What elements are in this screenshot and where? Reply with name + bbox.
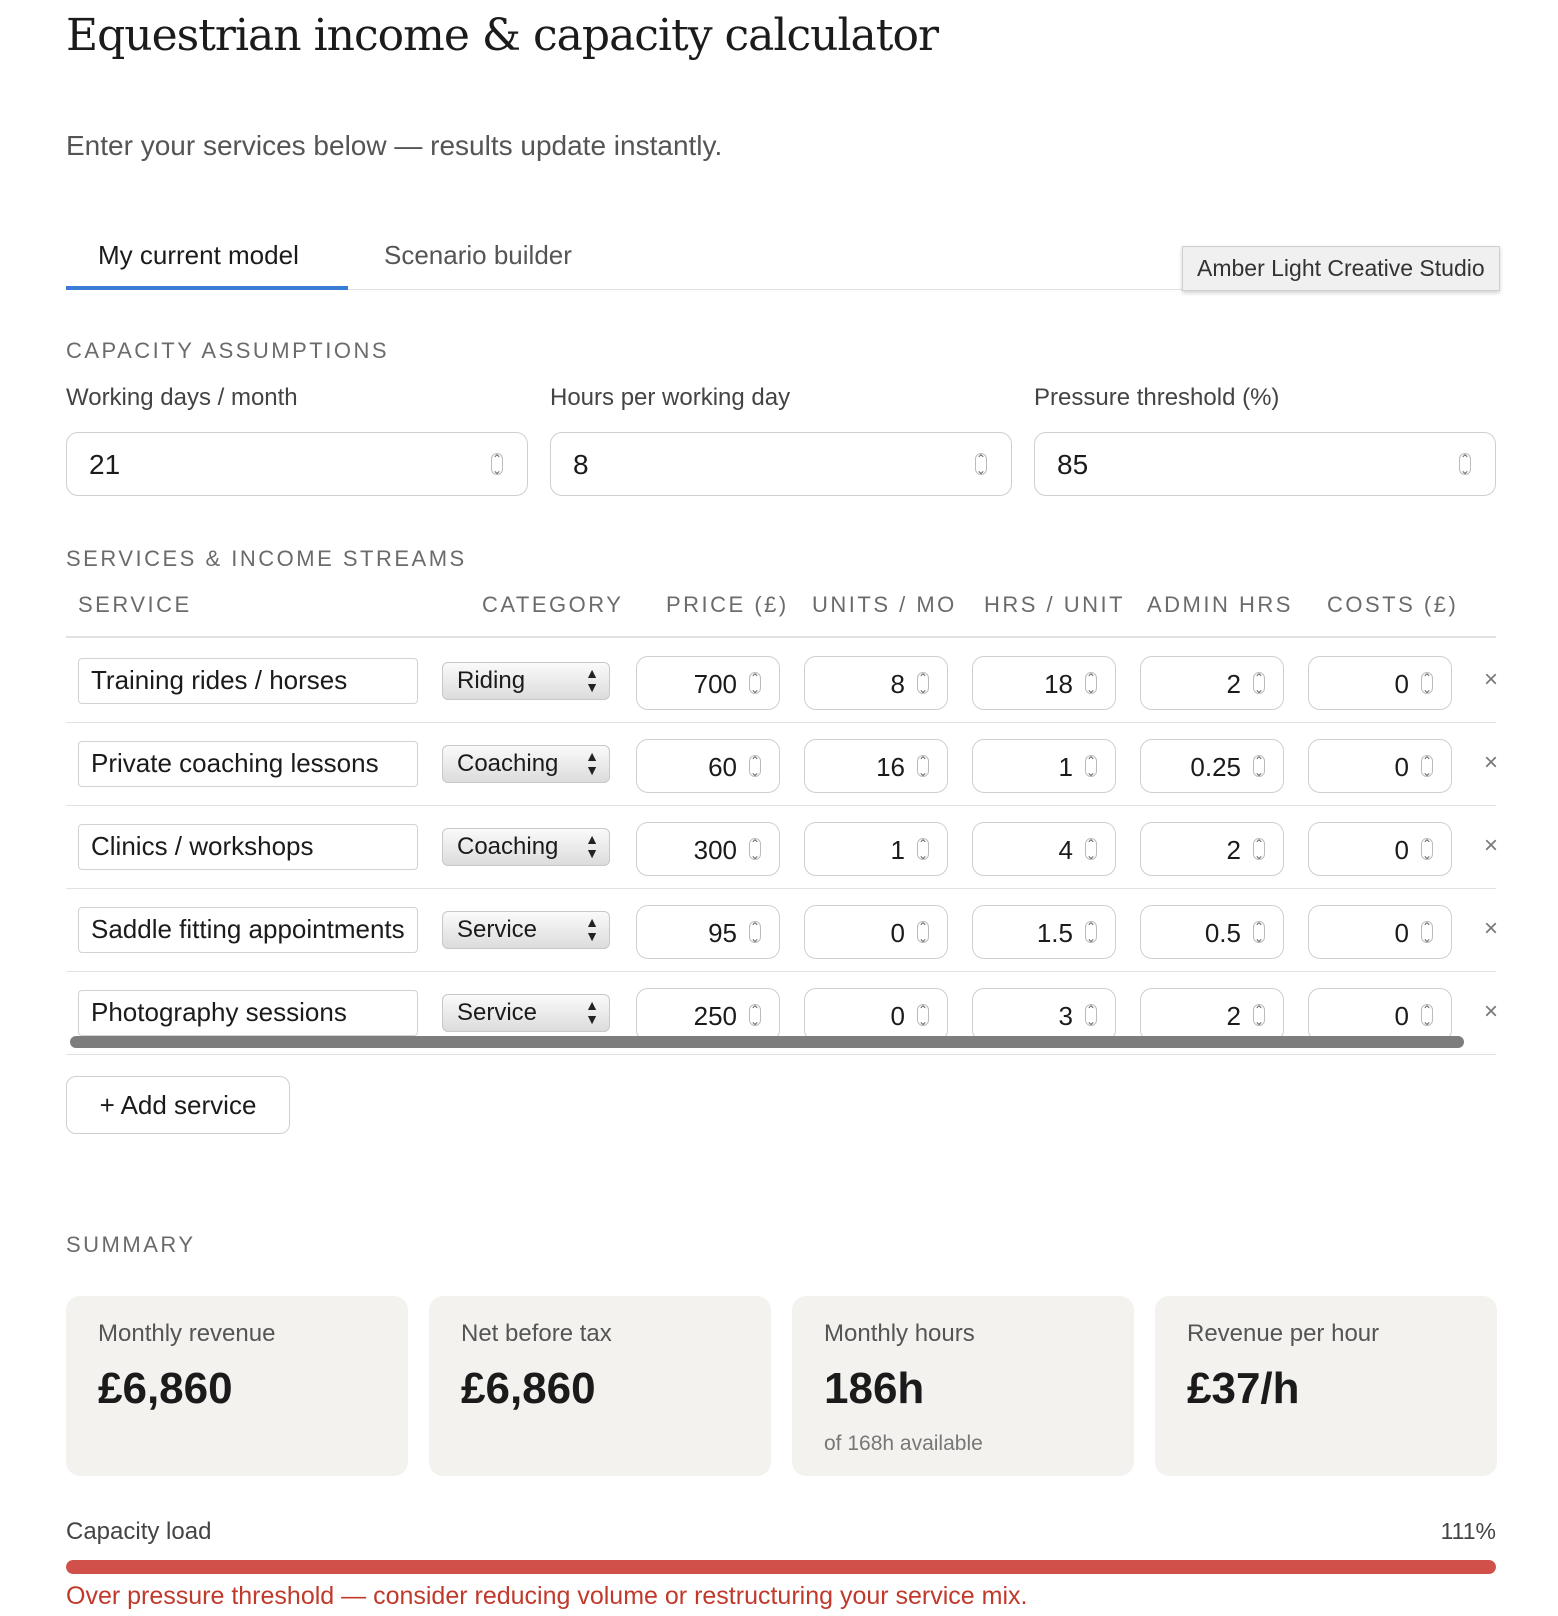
service-name-input[interactable]: Photography sessions (78, 990, 418, 1036)
select-arrows-icon: ▲ ▼ (585, 748, 599, 778)
stepper-icon[interactable]: ⌃ ⌄ (1254, 837, 1265, 862)
card-subtext: of 168h available (824, 1432, 983, 1455)
category-select[interactable] (442, 745, 610, 783)
stepper-icon[interactable]: ⌃ ⌄ (750, 1003, 761, 1028)
select-arrows-icon: ▲ ▼ (585, 831, 599, 861)
cell-value: 0 (1394, 918, 1409, 948)
hrs-unit-input[interactable] (972, 988, 1116, 1042)
cell-value: 300 (693, 835, 737, 865)
price-input[interactable] (636, 739, 780, 793)
remove-row-close-icon[interactable]: × (1484, 915, 1499, 942)
service-name-input[interactable]: Saddle fitting appointments (78, 907, 418, 953)
col-header-service: SERVICE (78, 592, 192, 617)
stepper-icon[interactable]: ⌃ ⌄ (1422, 671, 1433, 696)
summary-heading: SUMMARY (66, 1232, 196, 1257)
admin-hrs-input[interactable] (1140, 905, 1284, 959)
cell-value: 0.25 (1190, 752, 1241, 782)
costs-input[interactable] (1308, 905, 1452, 959)
stepper-icon[interactable]: ⌃ ⌄ (1254, 1003, 1265, 1028)
cell-value: 0 (1394, 669, 1409, 699)
capacity-assumptions-heading: CAPACITY ASSUMPTIONS (66, 338, 390, 363)
add-service-button[interactable]: + Add service (66, 1076, 290, 1134)
capacity-load-percent: 111% (1440, 1518, 1496, 1544)
stepper-icon[interactable]: ⌃ ⌄ (1086, 754, 1097, 779)
price-input[interactable] (636, 988, 780, 1042)
stepper-icon[interactable]: ⌃ ⌄ (1254, 920, 1265, 945)
cell-value: 1 (1058, 752, 1073, 782)
admin-hrs-input[interactable] (1140, 822, 1284, 876)
card-label: Net before tax (461, 1320, 612, 1347)
page-title: Equestrian income & capacity calculator (66, 10, 938, 61)
active-tab-indicator (66, 286, 348, 290)
cell-value: 250 (693, 1001, 737, 1031)
table-row (66, 806, 1499, 889)
table-row (66, 640, 1499, 723)
cell-value: 60 (708, 752, 737, 782)
col-header-price: PRICE (£) (666, 592, 789, 617)
services-heading: SERVICES & INCOME STREAMS (66, 546, 467, 571)
category-value: Service (457, 916, 538, 943)
card-value: 186h (824, 1364, 925, 1413)
card-label: Monthly hours (824, 1320, 975, 1347)
stepper-icon[interactable]: ⌃ ⌄ (1460, 452, 1471, 477)
select-arrows-icon: ▲ ▼ (585, 665, 599, 695)
horizontal-scrollbar[interactable] (70, 1036, 1464, 1048)
cell-value: 1.5 (1036, 918, 1073, 948)
hours-per-day-value: 8 (573, 449, 589, 480)
stepper-icon[interactable]: ⌃ ⌄ (1254, 671, 1265, 696)
service-name-input[interactable]: Private coaching lessons (78, 741, 418, 787)
costs-input[interactable] (1308, 822, 1452, 876)
service-name-input[interactable]: Training rides / horses (78, 658, 418, 704)
hours-per-day-input[interactable] (550, 432, 1012, 496)
stepper-icon[interactable]: ⌃ ⌄ (1086, 671, 1097, 696)
remove-row-close-icon[interactable]: × (1484, 998, 1499, 1025)
price-input[interactable] (636, 905, 780, 959)
costs-input[interactable] (1308, 739, 1452, 793)
cell-value: 0 (1394, 1001, 1409, 1031)
cell-value: 0 (1394, 835, 1409, 865)
summary-card-hours (792, 1296, 1134, 1476)
category-value: Coaching (457, 750, 559, 777)
stepper-icon[interactable]: ⌃ ⌄ (918, 1003, 929, 1028)
units-input[interactable] (804, 739, 948, 793)
stepper-icon[interactable]: ⌃ ⌄ (492, 452, 503, 477)
card-label: Revenue per hour (1187, 1320, 1380, 1347)
table-row (66, 889, 1499, 972)
cell-value: 95 (708, 918, 737, 948)
stepper-icon[interactable]: ⌃ ⌄ (1086, 1003, 1097, 1028)
units-input[interactable] (804, 822, 948, 876)
card-value: £6,860 (98, 1364, 233, 1413)
hrs-unit-input[interactable] (972, 905, 1116, 959)
cell-value: 18 (1044, 669, 1073, 699)
page-subtitle: Enter your services below — results update instantly. (66, 130, 723, 161)
category-select[interactable] (442, 911, 610, 949)
col-header-units: UNITS / MO (812, 592, 957, 617)
category-value: Riding (457, 667, 526, 694)
stepper-icon[interactable]: ⌃ ⌄ (1086, 920, 1097, 945)
remove-row-close-icon[interactable]: × (1484, 749, 1499, 776)
remove-row-close-icon[interactable]: × (1484, 832, 1499, 859)
stepper-icon[interactable]: ⌃ ⌄ (918, 671, 929, 696)
stepper-icon[interactable]: ⌃ ⌄ (1422, 754, 1433, 779)
stepper-icon[interactable]: ⌃ ⌄ (750, 754, 761, 779)
stepper-icon[interactable]: ⌃ ⌄ (1086, 837, 1097, 862)
hrs-unit-input[interactable] (972, 822, 1116, 876)
summary-card-revenue-per-hour (1155, 1296, 1497, 1476)
cell-value: 2 (1226, 1001, 1241, 1031)
admin-hrs-input[interactable] (1140, 988, 1284, 1042)
price-input[interactable] (636, 656, 780, 710)
tab-scenario-builder[interactable]: Scenario builder (384, 240, 572, 270)
admin-hrs-input[interactable] (1140, 656, 1284, 710)
col-header-admin-hrs: ADMIN HRS (1147, 592, 1293, 617)
category-value: Coaching (457, 833, 559, 860)
remove-row-close-icon[interactable]: × (1484, 666, 1499, 693)
cell-value: 2 (1226, 669, 1241, 699)
col-header-hrs-unit: HRS / UNIT (984, 592, 1126, 617)
units-input[interactable] (804, 656, 948, 710)
col-header-costs: COSTS (£) (1327, 592, 1459, 617)
category-select[interactable] (442, 828, 610, 866)
category-value: Service (457, 999, 538, 1026)
units-input[interactable] (804, 988, 948, 1042)
card-label: Monthly revenue (98, 1320, 276, 1347)
capacity-warning: Over pressure threshold — consider reducing volume or restructuring your service mix. (66, 1582, 1028, 1610)
hrs-unit-input[interactable] (972, 739, 1116, 793)
working-days-value: 21 (89, 449, 121, 480)
pressure-threshold-input[interactable] (1034, 432, 1496, 496)
stepper-icon[interactable]: ⌃ ⌄ (1422, 837, 1433, 862)
stepper-icon[interactable]: ⌃ ⌄ (750, 837, 761, 862)
service-name-input[interactable]: Clinics / workshops (78, 824, 418, 870)
cell-value: 0 (1394, 752, 1409, 782)
hrs-unit-input[interactable] (972, 656, 1116, 710)
capacity-load-label: Capacity load (66, 1518, 212, 1545)
cell-value: 0 (890, 918, 905, 948)
header-divider (66, 636, 1496, 638)
costs-input[interactable] (1308, 988, 1452, 1042)
price-input[interactable] (636, 822, 780, 876)
cell-value: 2 (1226, 835, 1241, 865)
pressure-threshold-label: Pressure threshold (%) (1034, 384, 1280, 411)
tab-my-current-model[interactable]: My current model (98, 240, 299, 270)
card-value: £37/h (1187, 1364, 1300, 1413)
stepper-icon[interactable]: ⌃ ⌄ (1422, 920, 1433, 945)
category-select[interactable] (442, 662, 610, 700)
capacity-load-bar (66, 1560, 1496, 1574)
working-days-input[interactable] (66, 432, 528, 496)
stepper-icon[interactable]: ⌃ ⌄ (918, 754, 929, 779)
cell-value: 4 (1058, 835, 1073, 865)
summary-card-net (429, 1296, 771, 1476)
col-header-category: CATEGORY (482, 592, 624, 617)
select-arrows-icon: ▲ ▼ (585, 997, 599, 1027)
stepper-icon[interactable]: ⌃ ⌄ (1422, 1003, 1433, 1028)
cell-value: 3 (1058, 1001, 1073, 1031)
cell-value: 8 (890, 669, 905, 699)
card-value: £6,860 (461, 1364, 596, 1413)
hover-tooltip: Amber Light Creative Studio (1182, 246, 1500, 291)
units-input[interactable] (804, 905, 948, 959)
pressure-threshold-value: 85 (1057, 449, 1089, 480)
cell-value: 0 (890, 1001, 905, 1031)
row-divider (66, 1054, 1496, 1056)
select-arrows-icon: ▲ ▼ (585, 914, 599, 944)
stepper-icon[interactable]: ⌃ ⌄ (750, 920, 761, 945)
stepper-icon[interactable]: ⌃ ⌄ (1254, 754, 1265, 779)
admin-hrs-input[interactable] (1140, 739, 1284, 793)
capacity-load-fill (66, 1560, 1496, 1574)
table-row (66, 723, 1499, 806)
stepper-icon[interactable]: ⌃ ⌄ (750, 671, 761, 696)
cell-value: 16 (876, 752, 905, 782)
costs-input[interactable] (1308, 656, 1452, 710)
cell-value: 1 (890, 835, 905, 865)
stepper-icon[interactable]: ⌃ ⌄ (918, 920, 929, 945)
summary-card-revenue (66, 1296, 408, 1476)
stepper-icon[interactable]: ⌃ ⌄ (918, 837, 929, 862)
cell-value: 700 (693, 669, 737, 699)
stepper-icon[interactable]: ⌃ ⌄ (976, 452, 987, 477)
hours-per-day-label: Hours per working day (550, 384, 791, 411)
working-days-label: Working days / month (66, 384, 298, 411)
cell-value: 0.5 (1204, 918, 1241, 948)
category-select[interactable] (442, 994, 610, 1032)
